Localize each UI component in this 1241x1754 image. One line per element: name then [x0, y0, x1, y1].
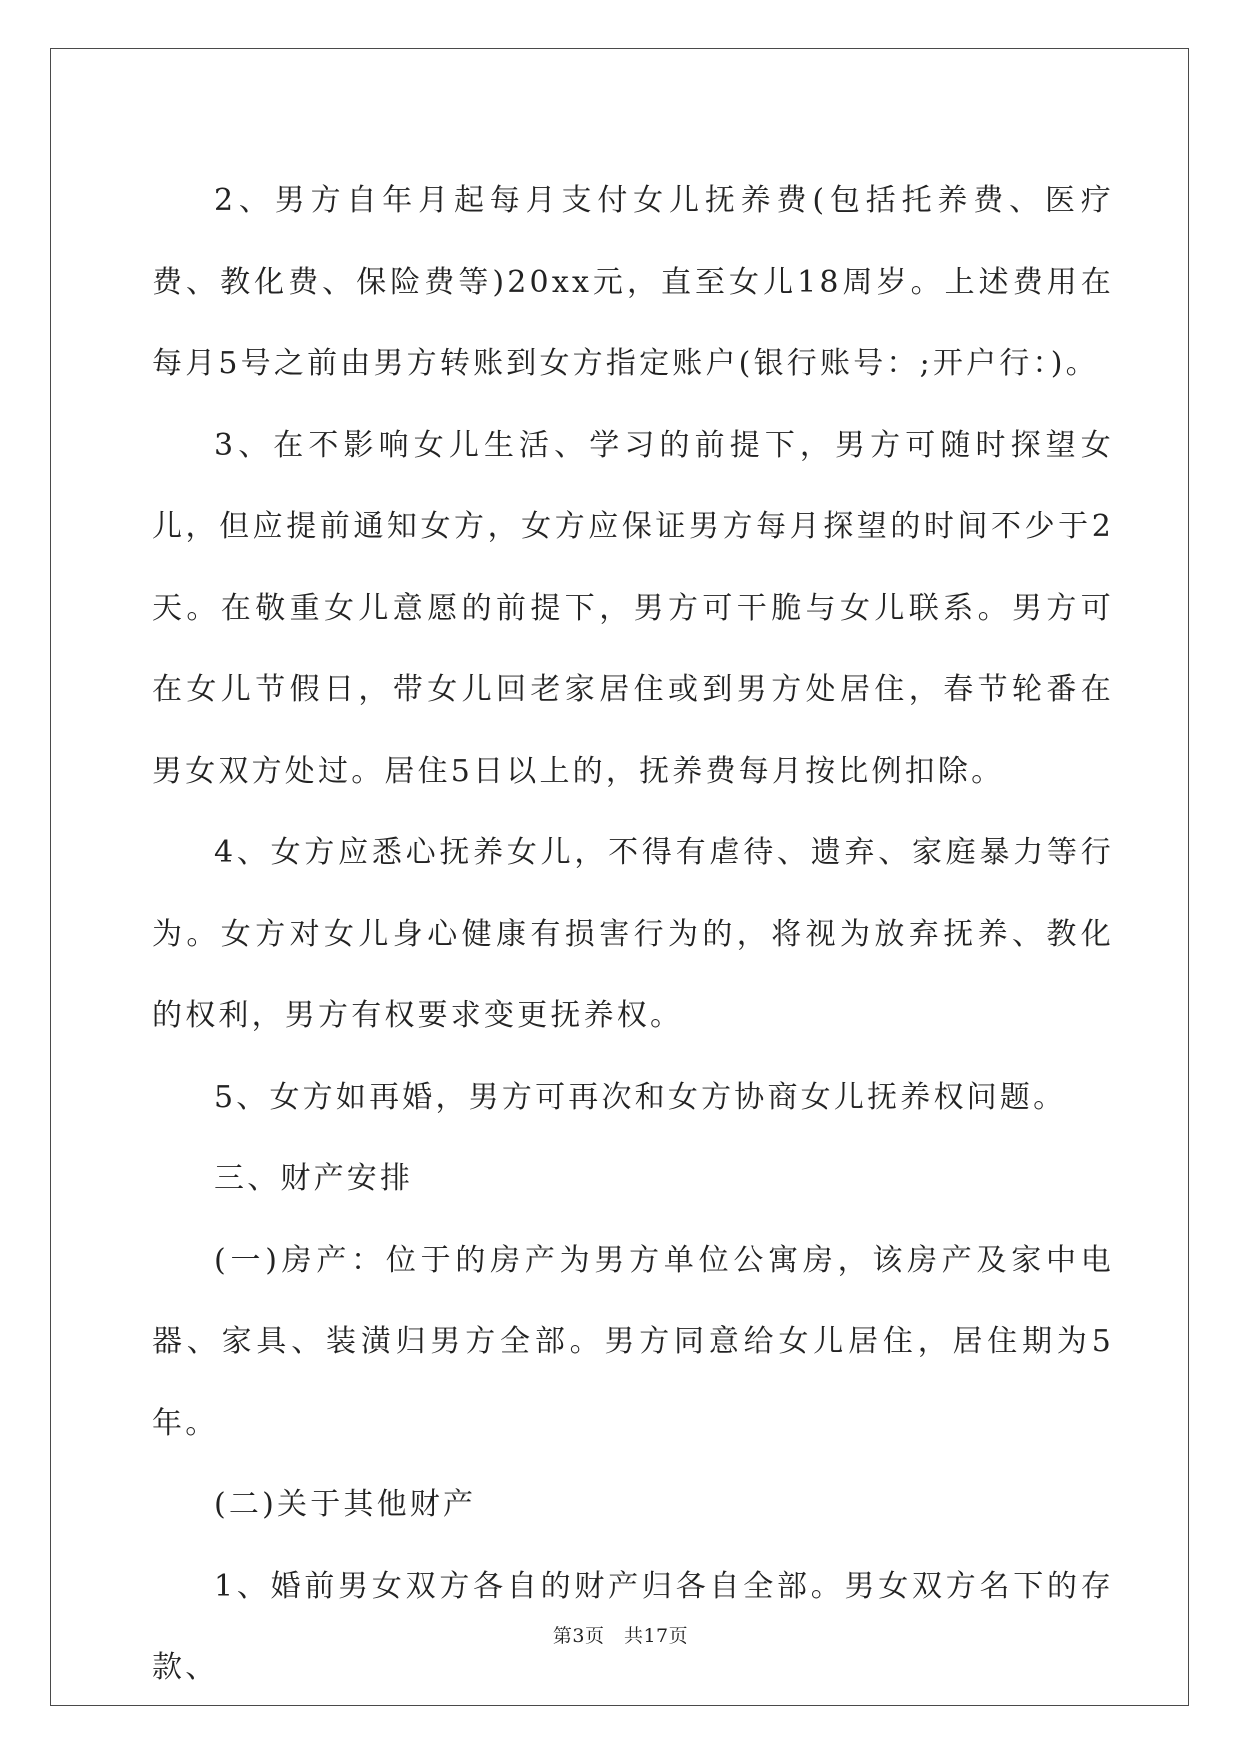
paragraph-real-estate: (一)房产：位于的房产为男方单位公寓房，该房产及家中电器、家具、装潢归男方全部。男方同意给女儿居住，居住期为5年。 [152, 1242, 1114, 1441]
paragraph-remarriage: 5、女方如再婚，男方可再次和女方协商女儿抚养权问题。 [214, 1079, 1067, 1115]
paragraph-premarital-property: 1、婚前男女双方各自的财产归各自全部。男女双方名下的存款、 [152, 1568, 1114, 1685]
subheading-other-property: (二)关于其他财产 [214, 1487, 477, 1522]
paragraph-visitation: 3、在不影响女儿生活、学习的前提下，男方可随时探望女儿，但应提前通知女方，女方应保证男方每月探望的时间不少于2天。在敬重女儿意愿的前提下，男方可干脆与女儿联系。男方可在女儿节假日，带女儿回老家居住或到男方处居住，春节轮番在男女双方处过。居住5日以上的，抚养费每月按比例扣除。 [152, 427, 1114, 789]
paragraph-child-support: 2、男方自年月起每月支付女儿抚养费(包括托养费、医疗费、教化费、保险费等)20xx元，直至女儿18周岁。上述费用在每月5号之前由男方转账到女方指定账户(银行账号：;开户行：)。 [152, 183, 1114, 381]
page-number: 第3页 共17页 [552, 1625, 689, 1647]
section-heading-property: 三、财产安排 [214, 1161, 414, 1196]
document-body [152, 160, 1114, 1709]
paragraph-mother-duties: 4、女方应悉心抚养女儿，不得有虐待、遗弃、家庭暴力等行为。女方对女儿身心健康有损害行为的，将视为放弃抚养、教化的权利，男方有权要求变更抚养权。 [152, 835, 1114, 1033]
